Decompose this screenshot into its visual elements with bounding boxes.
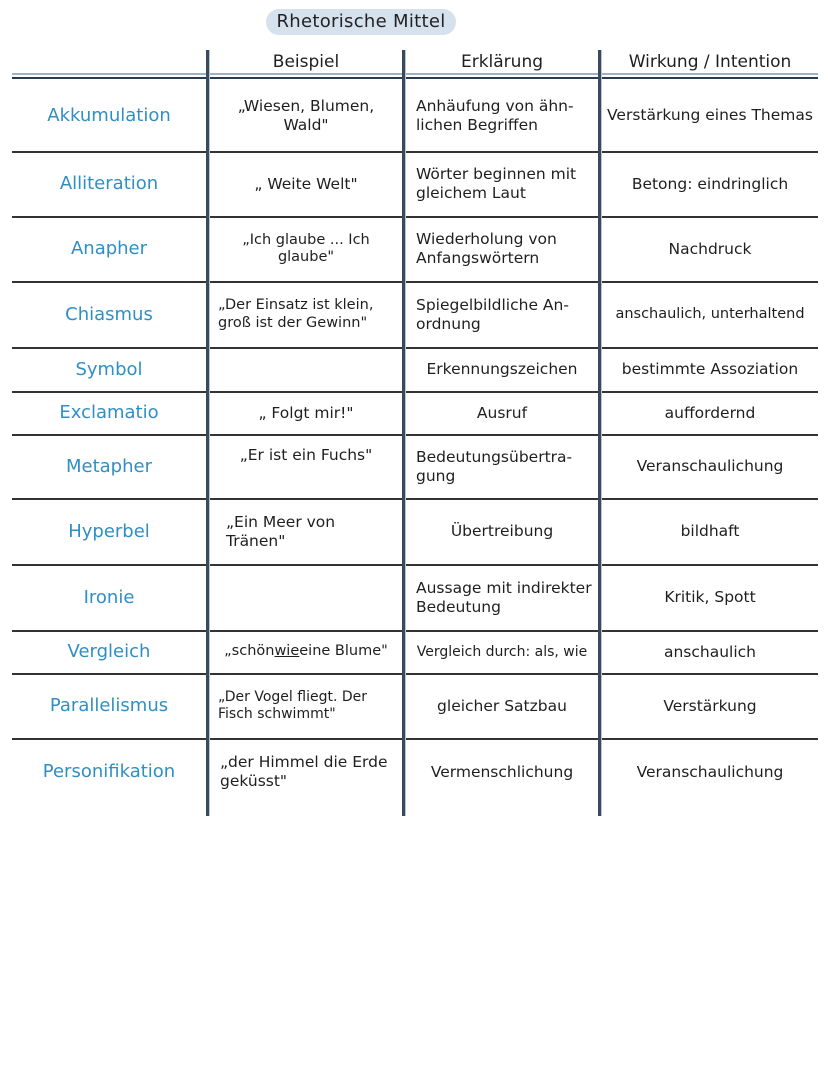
- header-divider-light: [12, 73, 818, 75]
- example-cell: [210, 348, 402, 391]
- header-erklaerung: Erklärung: [460, 52, 544, 72]
- column-divider: [402, 50, 405, 816]
- effect-cell: anschaulich, unterhaltend: [615, 305, 805, 322]
- term-cell: Symbol: [75, 358, 143, 380]
- example-cell: „Wiesen, Blumen, Wald": [237, 96, 375, 134]
- term-cell: Chiasmus: [65, 303, 153, 325]
- example-cell: „Er ist ein Fuchs": [239, 445, 373, 464]
- explanation-cell: Bedeutungsübertra-gung: [416, 447, 573, 485]
- explanation-cell: Ausruf: [476, 403, 528, 422]
- effect-cell: Veranschaulichung: [636, 457, 784, 476]
- header-beispiel: Beispiel: [272, 52, 340, 72]
- page-title: Rhetorische Mittel: [276, 11, 446, 32]
- example-cell: „ Folgt mir!": [258, 403, 354, 422]
- explanation-cell: Vermenschlichung: [430, 762, 574, 781]
- example-cell: [210, 565, 402, 630]
- example-cell: „Ich glaube ... Ich glaube": [242, 231, 370, 265]
- term-cell: Akkumulation: [47, 104, 171, 126]
- term-cell: Ironie: [83, 586, 135, 608]
- term-cell: Exclamatio: [59, 402, 159, 424]
- effect-cell: Betong: eindringlich: [631, 174, 789, 193]
- effect-cell: bildhaft: [680, 522, 740, 541]
- explanation-cell: Erkennungszeichen: [426, 360, 578, 379]
- example-text-start: „schön: [224, 643, 275, 660]
- explanation-cell: Wörter beginnen mit gleichem Laut: [416, 165, 577, 202]
- explanation-cell: Spiegelbildliche An-ordnung: [416, 295, 569, 333]
- term-cell: Parallelismus: [49, 695, 169, 717]
- example-text-end: eine Blume": [299, 643, 388, 660]
- example-cell: „ Weite Welt": [254, 174, 358, 193]
- explanation-cell: Anhäufung von ähn-lichen Begriffen: [416, 96, 574, 134]
- explanation-cell: Übertreibung: [450, 522, 554, 541]
- header-wirkung: Wirkung / Intention: [628, 52, 792, 72]
- example-cell: „Der Vogel fliegt. Der Fisch schwimmt": [218, 689, 367, 722]
- effect-cell: Verstärkung eines Themas: [607, 106, 813, 125]
- explanation-cell: Wiederholung von Anfangswörtern: [416, 230, 557, 267]
- term-cell: Hyperbel: [68, 520, 150, 542]
- term-cell: Alliteration: [59, 173, 159, 195]
- explanation-cell: Aussage mit indirekter Bedeutung: [416, 578, 592, 616]
- effect-cell: Nachdruck: [668, 239, 752, 258]
- column-divider: [206, 50, 209, 816]
- example-keyword: wie: [274, 643, 300, 660]
- term-cell: Personifikation: [42, 761, 176, 783]
- explanation-cell: gleicher Satzbau: [437, 696, 567, 715]
- effect-cell: anschaulich: [663, 642, 757, 661]
- effect-cell: bestimmte Assoziation: [621, 360, 799, 379]
- header-divider: [12, 77, 818, 79]
- term-cell: Metapher: [65, 455, 152, 477]
- effect-cell: Kritik, Spott: [664, 588, 756, 607]
- explanation-cell: Vergleich durch: als, wie: [416, 643, 588, 660]
- term-cell: Vergleich: [67, 641, 151, 663]
- example-cell: „Der Einsatz ist klein, groß ist der Gewinn": [218, 297, 374, 331]
- example-cell: „der Himmel die Erde geküsst": [220, 753, 388, 790]
- term-cell: Anapher: [70, 238, 148, 260]
- example-cell: [210, 631, 402, 673]
- column-divider: [598, 50, 601, 816]
- effect-cell: auffordernd: [664, 403, 756, 422]
- effect-cell: Verstärkung: [663, 696, 757, 715]
- effect-cell: Veranschaulichung: [636, 762, 784, 781]
- example-cell: „Ein Meer von Tränen": [226, 512, 336, 550]
